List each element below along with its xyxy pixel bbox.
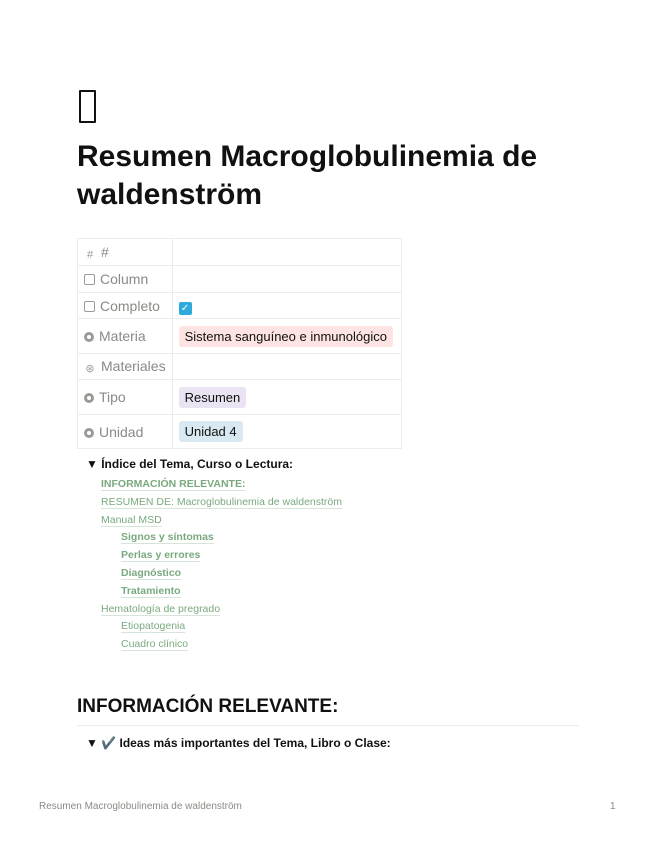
property-label: # (101, 243, 109, 260)
materia-tag[interactable]: Sistema sanguíneo e inmunológico (179, 326, 393, 347)
property-value-column[interactable] (172, 266, 401, 293)
checkbox-icon (84, 301, 95, 312)
property-row-unidad[interactable] (78, 415, 402, 449)
property-row-number[interactable] (78, 239, 402, 266)
toc-item[interactable]: INFORMACIÓN RELEVANTE: (101, 478, 246, 490)
page-title: Resumen Macroglobulinemia de waldenström (77, 140, 538, 211)
toggle-index-header[interactable]: ▼ Índice del Tema, Curso o Lectura: (86, 457, 294, 471)
completo-checkbox[interactable]: ✓ (179, 302, 192, 315)
select-icon (84, 428, 94, 438)
property-label: Materia (99, 328, 146, 344)
select-icon (84, 332, 94, 342)
property-row-materia[interactable] (78, 319, 402, 354)
hash-icon: # (86, 248, 94, 261)
property-value-materiales[interactable] (172, 354, 401, 380)
property-label: Materiales (101, 358, 166, 374)
footer-page-number: 1 (610, 801, 616, 812)
unidad-tag[interactable]: Unidad 4 (179, 421, 243, 442)
property-row-column[interactable] (78, 266, 402, 293)
property-row-materiales[interactable] (78, 354, 402, 380)
property-label: Column (100, 271, 149, 287)
toc-item[interactable]: Etiopatogenia (121, 620, 186, 633)
property-label: Unidad (99, 423, 144, 440)
select-icon (84, 393, 94, 403)
calendar-icon (84, 274, 95, 285)
property-row-completo[interactable] (78, 293, 402, 319)
toggle-ideas-header[interactable]: ▼ ✔️ Ideas más importantes del Tema, Libro o Clase: (86, 736, 391, 750)
property-label: Completo (100, 297, 160, 314)
toc-item[interactable]: Hematología de pregrado (101, 602, 221, 615)
toc-item[interactable]: Diagnóstico (121, 566, 182, 579)
toc-item[interactable]: Manual MSD (101, 513, 162, 526)
footer-title: Resumen Macroglobulinemia de waldenström (39, 801, 242, 812)
relation-icon: ⊛ (85, 363, 95, 375)
toc-item[interactable]: Tratamiento (121, 584, 181, 597)
tipo-tag[interactable]: Resumen (179, 387, 247, 408)
toc-item[interactable]: Perlas y errores (121, 549, 201, 562)
page-icon (79, 90, 96, 123)
property-row-tipo[interactable] (78, 380, 402, 415)
table-of-contents (101, 476, 521, 654)
property-label: Tipo (99, 389, 126, 405)
toc-item[interactable]: Signos y síntomas (121, 531, 214, 544)
properties-table (77, 238, 402, 449)
toc-item[interactable]: Cuadro clínico (121, 638, 189, 651)
section-heading: INFORMACIÓN RELEVANTE: (77, 696, 579, 726)
property-value-number[interactable] (172, 239, 401, 266)
toc-item[interactable]: RESUMEN DE: Macroglobulinemia de waldenström (101, 495, 343, 508)
